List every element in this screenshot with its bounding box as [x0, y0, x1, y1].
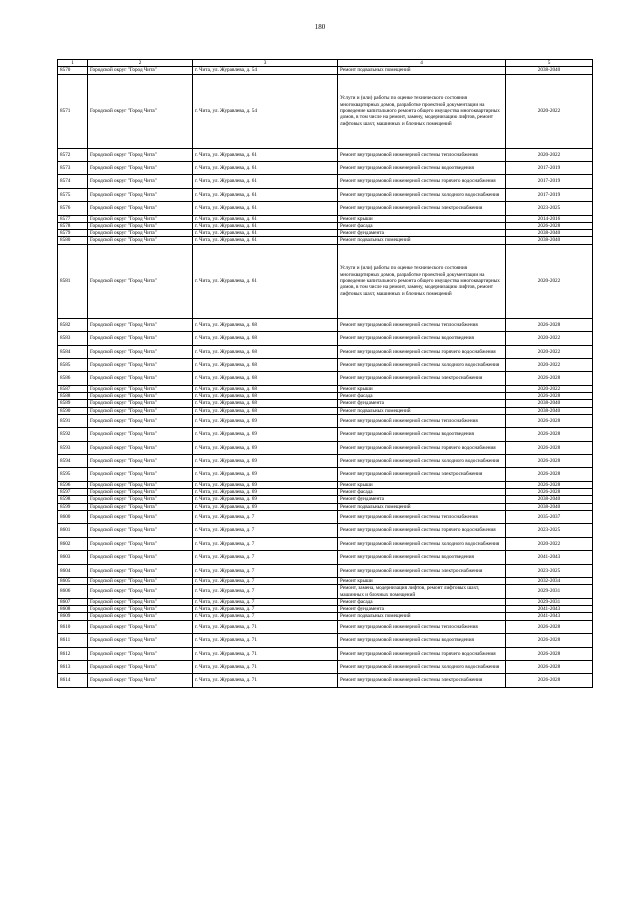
- cell-work-type: Ремонт внутридомовой инженерной системы горячего водоснабжения: [338, 345, 506, 358]
- cell-period: 2026-2028: [506, 674, 593, 687]
- cell-work-type: Ремонт внутридомовой инженерной системы горячего водоснабжения: [338, 175, 506, 188]
- cell-address: г. Чита, ул. Журавлева, д. 69: [193, 496, 338, 503]
- cell-address: г. Чита, ул. Журавлева, д. 71: [193, 660, 338, 673]
- cell-work-type: Ремонт крыши: [338, 385, 506, 392]
- table-row: [58, 385, 593, 392]
- cell-work-type: Ремонт внутридомовой инженерной системы электроснабжения: [338, 674, 506, 687]
- cell-municipality: Городской округ "Город Чита": [88, 634, 193, 647]
- table-body: [58, 60, 593, 688]
- table-row: [58, 647, 593, 660]
- cell-period: 2026-2028: [506, 414, 593, 427]
- cell-municipality: Городской округ "Город Чита": [88, 441, 193, 454]
- cell-period: 2038-2040: [506, 237, 593, 244]
- cell-row-number: 8600: [58, 511, 88, 524]
- cell-address: г. Чита, ул. Журавлева, д. 68: [193, 407, 338, 414]
- cell-work-type: Ремонт внутридомовой инженерной системы холодного водоснабжения: [338, 358, 506, 371]
- cell-work-type: Ремонт фасада: [338, 392, 506, 399]
- column-header-1: 1: [58, 60, 88, 67]
- cell-row-number: 8586: [58, 372, 88, 385]
- cell-period: 2026-2028: [506, 428, 593, 441]
- table-row: [58, 407, 593, 414]
- cell-work-type: Услуги и (или) работы по оценке технического состояния многоквартирных домов, разработке проектной документации на проведение капитального ремонта общего имущества многоквартирных домов, в том числе на ремонт, замену, модернизацию лифтов, ремонт лифтовых шахт, машинных и блочных помещений: [338, 244, 506, 318]
- cell-address: г. Чита, ул. Журавлева, д. 7: [193, 585, 338, 599]
- cell-address: г. Чита, ул. Журавлева, д. 54: [193, 67, 338, 74]
- cell-row-number: 8598: [58, 496, 88, 503]
- cell-row-number: 8572: [58, 148, 88, 161]
- cell-address: г. Чита, ул. Журавлева, д. 69: [193, 489, 338, 496]
- cell-period: 2017-2019: [506, 188, 593, 201]
- cell-address: г. Чита, ул. Журавлева, д. 69: [193, 441, 338, 454]
- table-row: [58, 606, 593, 613]
- table-row: [58, 613, 593, 620]
- cell-period: 2017-2019: [506, 161, 593, 174]
- cell-period: 2026-2028: [506, 468, 593, 481]
- cell-work-type: Ремонт внутридомовой инженерной системы электроснабжения: [338, 372, 506, 385]
- cell-address: г. Чита, ул. Журавлева, д. 69: [193, 468, 338, 481]
- cell-address: г. Чита, ул. Журавлева, д. 71: [193, 620, 338, 633]
- cell-row-number: 8601: [58, 524, 88, 537]
- table-row: [58, 585, 593, 599]
- cell-work-type: Ремонт фундамента: [338, 496, 506, 503]
- cell-period: 2026-2028: [506, 647, 593, 660]
- cell-period: 2041-2043: [506, 613, 593, 620]
- cell-work-type: Ремонт фасада: [338, 222, 506, 229]
- cell-address: г. Чита, ул. Журавлева, д. 7: [193, 537, 338, 550]
- cell-work-type: Ремонт внутридомовой инженерной системы электроснабжения: [338, 468, 506, 481]
- cell-period: 2026-2028: [506, 634, 593, 647]
- cell-municipality: Городской округ "Город Чита": [88, 537, 193, 550]
- cell-work-type: Ремонт фундамента: [338, 400, 506, 407]
- cell-period: 2026-2028: [506, 481, 593, 488]
- cell-municipality: Городской округ "Город Чита": [88, 392, 193, 399]
- cell-municipality: Городской округ "Город Чита": [88, 358, 193, 371]
- cell-municipality: Городской округ "Город Чита": [88, 468, 193, 481]
- column-header-3: 3: [193, 60, 338, 67]
- cell-work-type: Ремонт фундамента: [338, 606, 506, 613]
- cell-row-number: 8608: [58, 606, 88, 613]
- cell-municipality: Городской округ "Город Чита": [88, 332, 193, 345]
- cell-work-type: Ремонт внутридомовой инженерной системы водоотведения: [338, 551, 506, 564]
- cell-row-number: 8613: [58, 660, 88, 673]
- cell-work-type: Ремонт подвальных помещений: [338, 503, 506, 510]
- cell-municipality: Городской округ "Город Чита": [88, 455, 193, 468]
- cell-work-type: Ремонт фасада: [338, 489, 506, 496]
- cell-row-number: 8571: [58, 74, 88, 148]
- table-row: [58, 74, 593, 148]
- cell-row-number: 8576: [58, 202, 88, 215]
- cell-address: г. Чита, ул. Журавлева, д. 61: [193, 230, 338, 237]
- cell-address: г. Чита, ул. Журавлева, д. 68: [193, 372, 338, 385]
- table-row: [58, 577, 593, 584]
- cell-municipality: Городской округ "Город Чита": [88, 230, 193, 237]
- table-row: [58, 400, 593, 407]
- table-row: [58, 188, 593, 201]
- cell-row-number: 8603: [58, 551, 88, 564]
- cell-row-number: 8590: [58, 407, 88, 414]
- cell-row-number: 8594: [58, 455, 88, 468]
- cell-period: 2020-2022: [506, 358, 593, 371]
- cell-period: 2026-2028: [506, 489, 593, 496]
- cell-period: 2035-2037: [506, 511, 593, 524]
- column-header-2: 2: [88, 60, 193, 67]
- table-row: [58, 489, 593, 496]
- cell-row-number: 8580: [58, 237, 88, 244]
- cell-row-number: 8579: [58, 230, 88, 237]
- cell-address: г. Чита, ул. Журавлева, д. 68: [193, 345, 338, 358]
- table-row: [58, 441, 593, 454]
- cell-period: 2020-2022: [506, 537, 593, 550]
- cell-period: 2020-2022: [506, 148, 593, 161]
- cell-municipality: Городской округ "Город Чита": [88, 620, 193, 633]
- column-header-4: 4: [338, 60, 506, 67]
- cell-row-number: 8585: [58, 358, 88, 371]
- cell-municipality: Городской округ "Город Чита": [88, 577, 193, 584]
- cell-address: г. Чита, ул. Журавлева, д. 68: [193, 318, 338, 331]
- cell-municipality: Городской округ "Город Чита": [88, 414, 193, 427]
- cell-work-type: Ремонт внутридомовой инженерной системы теплоснабжения: [338, 620, 506, 633]
- cell-row-number: 8614: [58, 674, 88, 687]
- cell-address: г. Чита, ул. Журавлева, д. 7: [193, 551, 338, 564]
- cell-address: г. Чита, ул. Журавлева, д. 71: [193, 634, 338, 647]
- cell-address: г. Чита, ул. Журавлева, д. 61: [193, 237, 338, 244]
- cell-row-number: 8605: [58, 577, 88, 584]
- cell-municipality: Городской округ "Город Чита": [88, 74, 193, 148]
- table-row: [58, 511, 593, 524]
- cell-work-type: Ремонт внутридомовой инженерной системы холодного водоснабжения: [338, 455, 506, 468]
- cell-municipality: Городской округ "Город Чита": [88, 503, 193, 510]
- table-row: [58, 503, 593, 510]
- cell-work-type: Ремонт крыши: [338, 481, 506, 488]
- table-row: [58, 175, 593, 188]
- cell-period: 2020-2022: [506, 345, 593, 358]
- cell-row-number: 8602: [58, 537, 88, 550]
- cell-municipality: Городской округ "Город Чита": [88, 188, 193, 201]
- cell-row-number: 8599: [58, 503, 88, 510]
- cell-row-number: 8577: [58, 215, 88, 222]
- cell-address: г. Чита, ул. Журавлева, д. 7: [193, 511, 338, 524]
- cell-address: г. Чита, ул. Журавлева, д. 7: [193, 564, 338, 577]
- table-row: [58, 428, 593, 441]
- cell-row-number: 8592: [58, 428, 88, 441]
- cell-row-number: 8589: [58, 400, 88, 407]
- cell-address: г. Чита, ул. Журавлева, д. 61: [193, 148, 338, 161]
- cell-address: г. Чита, ул. Журавлева, д. 69: [193, 455, 338, 468]
- cell-address: г. Чита, ул. Журавлева, д. 68: [193, 385, 338, 392]
- cell-address: г. Чита, ул. Журавлева, д. 69: [193, 481, 338, 488]
- table-row: [58, 202, 593, 215]
- cell-row-number: 8573: [58, 161, 88, 174]
- cell-work-type: Ремонт внутридомовой инженерной системы водоотведения: [338, 634, 506, 647]
- table-row: [58, 222, 593, 229]
- cell-row-number: 8612: [58, 647, 88, 660]
- cell-address: г. Чита, ул. Журавлева, д. 61: [193, 215, 338, 222]
- cell-municipality: Городской округ "Город Чита": [88, 428, 193, 441]
- table-row: [58, 318, 593, 331]
- cell-row-number: 8596: [58, 481, 88, 488]
- cell-municipality: Городской округ "Город Чита": [88, 237, 193, 244]
- cell-municipality: Городской округ "Город Чита": [88, 161, 193, 174]
- cell-period: 2020-2022: [506, 244, 593, 318]
- cell-work-type: Ремонт подвальных помещений: [338, 613, 506, 620]
- cell-period: 2041-2043: [506, 606, 593, 613]
- table-header-row: [58, 60, 593, 67]
- cell-row-number: 8582: [58, 318, 88, 331]
- table-row: [58, 660, 593, 673]
- cell-municipality: Городской округ "Город Чита": [88, 585, 193, 599]
- page-number: 180: [314, 23, 326, 31]
- cell-row-number: 8611: [58, 634, 88, 647]
- cell-address: г. Чита, ул. Журавлева, д. 61: [193, 202, 338, 215]
- cell-municipality: Городской округ "Город Чита": [88, 660, 193, 673]
- cell-address: г. Чита, ул. Журавлева, д. 69: [193, 503, 338, 510]
- cell-period: 2017-2019: [506, 175, 593, 188]
- cell-municipality: Городской округ "Город Чита": [88, 613, 193, 620]
- table-row: [58, 161, 593, 174]
- cell-period: 2026-2028: [506, 392, 593, 399]
- table-row: [58, 230, 593, 237]
- cell-work-type: Ремонт внутридомовой инженерной системы теплоснабжения: [338, 318, 506, 331]
- cell-period: 2023-2025: [506, 202, 593, 215]
- cell-period: 2038-2040: [506, 407, 593, 414]
- cell-address: г. Чита, ул. Журавлева, д. 7: [193, 524, 338, 537]
- cell-row-number: 8574: [58, 175, 88, 188]
- table-row: [58, 551, 593, 564]
- cell-work-type: Ремонт, замена, модернизация лифтов, ремонт лифтовых шахт, машинных и блочных помещений: [338, 585, 506, 599]
- cell-municipality: Городской округ "Город Чита": [88, 524, 193, 537]
- cell-period: 2029-2031: [506, 585, 593, 599]
- cell-municipality: Городской округ "Город Чита": [88, 175, 193, 188]
- cell-address: г. Чита, ул. Журавлева, д. 68: [193, 358, 338, 371]
- cell-municipality: Городской округ "Город Чита": [88, 222, 193, 229]
- repair-schedule-table: [57, 59, 593, 688]
- cell-address: г. Чита, ул. Журавлева, д. 69: [193, 428, 338, 441]
- cell-work-type: Ремонт внутридомовой инженерной системы водоотведения: [338, 161, 506, 174]
- cell-municipality: Городской округ "Город Чита": [88, 385, 193, 392]
- cell-municipality: Городской округ "Город Чита": [88, 372, 193, 385]
- cell-period: 2026-2028: [506, 372, 593, 385]
- cell-row-number: 8578: [58, 222, 88, 229]
- cell-municipality: Городской округ "Город Чита": [88, 606, 193, 613]
- cell-address: г. Чита, ул. Журавлева, д. 61: [193, 175, 338, 188]
- cell-work-type: Ремонт внутридомовой инженерной системы холодного водоснабжения: [338, 537, 506, 550]
- cell-work-type: Ремонт внутридомовой инженерной системы водоотведения: [338, 332, 506, 345]
- cell-address: г. Чита, ул. Журавлева, д. 61: [193, 161, 338, 174]
- cell-municipality: Городской округ "Город Чита": [88, 511, 193, 524]
- cell-row-number: 8607: [58, 598, 88, 605]
- cell-municipality: Городской округ "Город Чита": [88, 400, 193, 407]
- cell-row-number: 8588: [58, 392, 88, 399]
- cell-work-type: Ремонт фундамента: [338, 230, 506, 237]
- cell-row-number: 8584: [58, 345, 88, 358]
- table-row: [58, 496, 593, 503]
- cell-row-number: 8604: [58, 564, 88, 577]
- cell-row-number: 8587: [58, 385, 88, 392]
- table-row: [58, 468, 593, 481]
- cell-work-type: Ремонт внутридомовой инженерной системы горячего водоснабжения: [338, 647, 506, 660]
- cell-municipality: Городской округ "Город Чита": [88, 345, 193, 358]
- cell-row-number: 8593: [58, 441, 88, 454]
- cell-period: 2020-2022: [506, 74, 593, 148]
- cell-work-type: Ремонт внутридомовой инженерной системы теплоснабжения: [338, 148, 506, 161]
- cell-row-number: 8606: [58, 585, 88, 599]
- cell-period: 2038-2040: [506, 400, 593, 407]
- table-row: [58, 598, 593, 605]
- cell-period: 2023-2025: [506, 564, 593, 577]
- cell-work-type: Ремонт подвальных помещений: [338, 407, 506, 414]
- cell-municipality: Городской округ "Город Чита": [88, 551, 193, 564]
- cell-work-type: Ремонт внутридомовой инженерной системы горячего водоснабжения: [338, 524, 506, 537]
- table-row: [58, 244, 593, 318]
- cell-municipality: Городской округ "Город Чита": [88, 647, 193, 660]
- cell-municipality: Городской округ "Город Чита": [88, 202, 193, 215]
- cell-address: г. Чита, ул. Журавлева, д. 7: [193, 613, 338, 620]
- cell-row-number: 8575: [58, 188, 88, 201]
- table-row: [58, 537, 593, 550]
- cell-address: г. Чита, ул. Журавлева, д. 68: [193, 400, 338, 407]
- table-row: [58, 620, 593, 633]
- cell-address: г. Чита, ул. Журавлева, д. 7: [193, 606, 338, 613]
- cell-period: 2026-2028: [506, 318, 593, 331]
- cell-work-type: Услуги и (или) работы по оценке технического состояния многоквартирных домов, разработке проектной документации на проведение капитального ремонта общего имущества многоквартирных домов, в том числе на ремонт, замену, модернизацию лифтов, ремонт лифтовых шахт, машинных и блочных помещений: [338, 74, 506, 148]
- cell-period: 2020-2022: [506, 332, 593, 345]
- cell-row-number: 8610: [58, 620, 88, 633]
- cell-period: 2026-2028: [506, 660, 593, 673]
- cell-row-number: 8595: [58, 468, 88, 481]
- cell-address: г. Чита, ул. Журавлева, д. 7: [193, 577, 338, 584]
- cell-address: г. Чита, ул. Журавлева, д. 71: [193, 647, 338, 660]
- cell-row-number: 8570: [58, 67, 88, 74]
- cell-period: 2014-2016: [506, 215, 593, 222]
- cell-address: г. Чита, ул. Журавлева, д. 68: [193, 392, 338, 399]
- table-row: [58, 215, 593, 222]
- cell-work-type: Ремонт внутридомовой инженерной системы горячего водоснабжения: [338, 441, 506, 454]
- cell-period: 2029-2031: [506, 598, 593, 605]
- cell-work-type: Ремонт внутридомовой инженерной системы электроснабжения: [338, 202, 506, 215]
- table-row: [58, 414, 593, 427]
- cell-period: 2038-2040: [506, 67, 593, 74]
- cell-municipality: Городской округ "Город Чита": [88, 481, 193, 488]
- table-row: [58, 481, 593, 488]
- table-row: [58, 674, 593, 687]
- cell-municipality: Городской округ "Город Чита": [88, 215, 193, 222]
- table-row: [58, 524, 593, 537]
- cell-work-type: Ремонт внутридомовой инженерной системы холодного водоснабжения: [338, 188, 506, 201]
- table-row: [58, 345, 593, 358]
- cell-municipality: Городской округ "Город Чита": [88, 318, 193, 331]
- cell-period: 2026-2028: [506, 620, 593, 633]
- cell-address: г. Чита, ул. Журавлева, д. 68: [193, 332, 338, 345]
- table-row: [58, 237, 593, 244]
- cell-address: г. Чита, ул. Журавлева, д. 61: [193, 188, 338, 201]
- cell-municipality: Городской округ "Город Чита": [88, 407, 193, 414]
- cell-period: 2038-2040: [506, 496, 593, 503]
- cell-work-type: Ремонт подвальных помещений: [338, 237, 506, 244]
- cell-work-type: Ремонт внутридомовой инженерной системы теплоснабжения: [338, 511, 506, 524]
- cell-period: 2020-2022: [506, 385, 593, 392]
- cell-row-number: 8583: [58, 332, 88, 345]
- cell-address: г. Чита, ул. Журавлева, д. 71: [193, 674, 338, 687]
- cell-period: 2023-2025: [506, 524, 593, 537]
- cell-row-number: 8591: [58, 414, 88, 427]
- cell-period: 2026-2028: [506, 455, 593, 468]
- cell-period: 2026-2028: [506, 441, 593, 454]
- cell-municipality: Городской округ "Город Чита": [88, 67, 193, 74]
- cell-municipality: Городской округ "Город Чита": [88, 489, 193, 496]
- cell-row-number: 8597: [58, 489, 88, 496]
- cell-period: 2038-2040: [506, 230, 593, 237]
- cell-period: 2026-2028: [506, 222, 593, 229]
- cell-municipality: Городской округ "Город Чита": [88, 496, 193, 503]
- cell-address: г. Чита, ул. Журавлева, д. 54: [193, 74, 338, 148]
- cell-row-number: 8581: [58, 244, 88, 318]
- cell-municipality: Городской округ "Город Чита": [88, 598, 193, 605]
- cell-work-type: Ремонт крыши: [338, 215, 506, 222]
- cell-work-type: Ремонт подвальных помещений: [338, 67, 506, 74]
- cell-address: г. Чита, ул. Журавлева, д. 61: [193, 222, 338, 229]
- table-row: [58, 634, 593, 647]
- table-row: [58, 455, 593, 468]
- cell-period: 2038-2040: [506, 503, 593, 510]
- table-row: [58, 372, 593, 385]
- cell-municipality: Городской округ "Город Чита": [88, 148, 193, 161]
- cell-work-type: Ремонт внутридомовой инженерной системы водоотведения: [338, 428, 506, 441]
- column-header-5: 5: [506, 60, 593, 67]
- table-row: [58, 564, 593, 577]
- cell-municipality: Городской округ "Город Чита": [88, 244, 193, 318]
- cell-work-type: Ремонт внутридомовой инженерной системы теплоснабжения: [338, 414, 506, 427]
- table-row: [58, 358, 593, 371]
- cell-municipality: Городской округ "Город Чита": [88, 674, 193, 687]
- table-row: [58, 332, 593, 345]
- cell-work-type: Ремонт внутридомовой инженерной системы электроснабжения: [338, 564, 506, 577]
- table-row: [58, 67, 593, 74]
- table-row: [58, 148, 593, 161]
- cell-work-type: Ремонт крыши: [338, 577, 506, 584]
- cell-work-type: Ремонт фасада: [338, 598, 506, 605]
- cell-municipality: Городской округ "Город Чита": [88, 564, 193, 577]
- cell-period: 2032-2034: [506, 577, 593, 584]
- cell-period: 2041-2043: [506, 551, 593, 564]
- cell-address: г. Чита, ул. Журавлева, д. 61: [193, 244, 338, 318]
- cell-address: г. Чита, ул. Журавлева, д. 69: [193, 414, 338, 427]
- cell-work-type: Ремонт внутридомовой инженерной системы холодного водоснабжения: [338, 660, 506, 673]
- cell-address: г. Чита, ул. Журавлева, д. 7: [193, 598, 338, 605]
- cell-row-number: 8609: [58, 613, 88, 620]
- table-row: [58, 392, 593, 399]
